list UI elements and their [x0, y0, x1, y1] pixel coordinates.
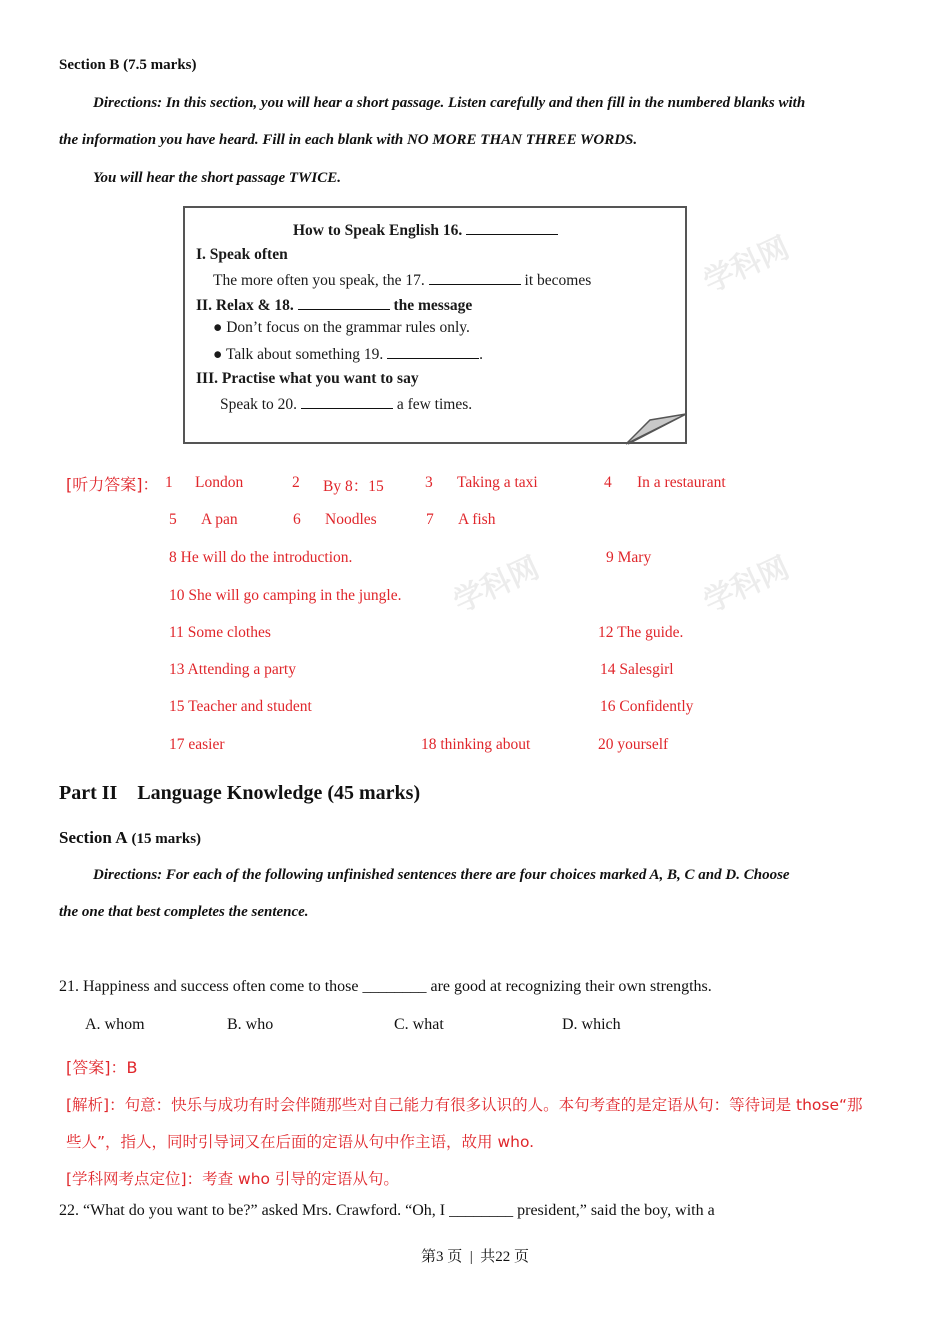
note-line-1: The more often you speak, the 17. it becomes [213, 272, 592, 289]
answer-13: 13 Attending a party [169, 661, 296, 678]
question-21-option-c: C. what [394, 1016, 444, 1033]
question-22-stem: 22. “What do you want to be?” asked Mrs. Crawford. “Oh, I ________ president,” said the boy, with a [59, 1202, 715, 1219]
question-21-option-d: D. which [562, 1016, 621, 1033]
watermark: 学科网 [698, 230, 795, 301]
answer-4: In a restaurant [637, 474, 726, 491]
answers-label: [听力答案]： [66, 475, 159, 494]
section-a-directions-line2: the one that best completes the sentence. [59, 904, 309, 920]
note-heading-2: II. Relax & 18. the message [196, 297, 473, 314]
question-21-analysis-line1: [解析]：句意：快乐与成功有时会伴随那些对自己能力有很多认识的人。本句考查的是定语从句：等待词是 those“那 [66, 1096, 863, 1114]
note-bullet-1: ● Don’t focus on the grammar rules only. [213, 319, 470, 336]
question-21-option-b: B. who [227, 1016, 274, 1033]
answer-16: 16 Confidently [600, 698, 694, 715]
watermark: 学科网 [698, 550, 795, 621]
answer-6: Noodles [325, 511, 377, 528]
answer-number: 6 [293, 511, 301, 528]
part-2-title: Part II Language Knowledge (45 marks) [59, 782, 421, 804]
answer-2: By 8：15 [323, 478, 384, 495]
answer-number: 4 [604, 474, 612, 491]
section-a-title: Section A (15 marks) [59, 828, 202, 847]
page-curl-icon [620, 406, 690, 448]
section-b-directions-line2: the information you have heard. Fill in each blank with NO MORE THAN THREE WORDS. [59, 132, 638, 148]
note-bullet-2: ● Talk about something 19. . [213, 346, 484, 363]
answer-1: London [195, 474, 244, 491]
note-heading-3: III. Practise what you want to say [196, 370, 419, 387]
section-b-directions-line1: Directions: In this section, you will hear a short passage. Listen carefully and then fill in the numbered blanks with [93, 95, 806, 111]
answer-number: 2 [292, 474, 300, 491]
section-a-directions-line1: Directions: For each of the following unfinished sentences there are four choices marked A, B, C and D. Choose [93, 867, 790, 883]
note-line-3: Speak to 20. a few times. [220, 396, 473, 413]
answer-10: 10 She will go camping in the jungle. [169, 587, 402, 604]
answer-18: 18 thinking about [421, 736, 531, 753]
answer-7: A fish [458, 511, 496, 528]
answer-11: 11 Some clothes [169, 624, 271, 641]
note-heading-1: I. Speak often [196, 246, 288, 263]
answer-12: 12 The guide. [598, 624, 684, 641]
answer-number: 5 [169, 511, 177, 528]
answer-number: 7 [426, 511, 434, 528]
question-21-locate: [学科网考点定位]：考查 who 引导的定语从句。 [66, 1170, 399, 1188]
answer-number: 1 [165, 474, 173, 491]
answer-14: 14 Salesgirl [600, 661, 674, 678]
answer-17: 17 easier [169, 736, 225, 753]
answer-9: 9 Mary [606, 549, 652, 566]
note-card [183, 206, 687, 444]
answer-3: Taking a taxi [457, 474, 538, 491]
page-footer: 第3 页 | 共22 页 [420, 1249, 529, 1265]
question-21-option-a: A. whom [85, 1016, 145, 1033]
note-title: How to Speak English 16. [293, 220, 558, 240]
question-21-stem: 21. Happiness and success often come to those ________ are good at recognizing their own strengths. [59, 978, 712, 995]
question-21-answer: [答案]：B [66, 1058, 138, 1077]
answer-number: 3 [425, 474, 433, 491]
answer-15: 15 Teacher and student [169, 698, 312, 715]
section-b-title: Section B (7.5 marks) [59, 57, 197, 73]
section-b-twice: You will hear the short passage TWICE. [93, 170, 341, 186]
question-21-analysis-line2: 些人”，指人，同时引导词又在后面的定语从句中作主语，故用 who. [66, 1133, 535, 1151]
answer-20: 20 yourself [598, 736, 669, 753]
watermark: 学科网 [448, 550, 545, 621]
answer-5: A pan [201, 511, 238, 528]
answer-8: 8 He will do the introduction. [169, 549, 353, 566]
